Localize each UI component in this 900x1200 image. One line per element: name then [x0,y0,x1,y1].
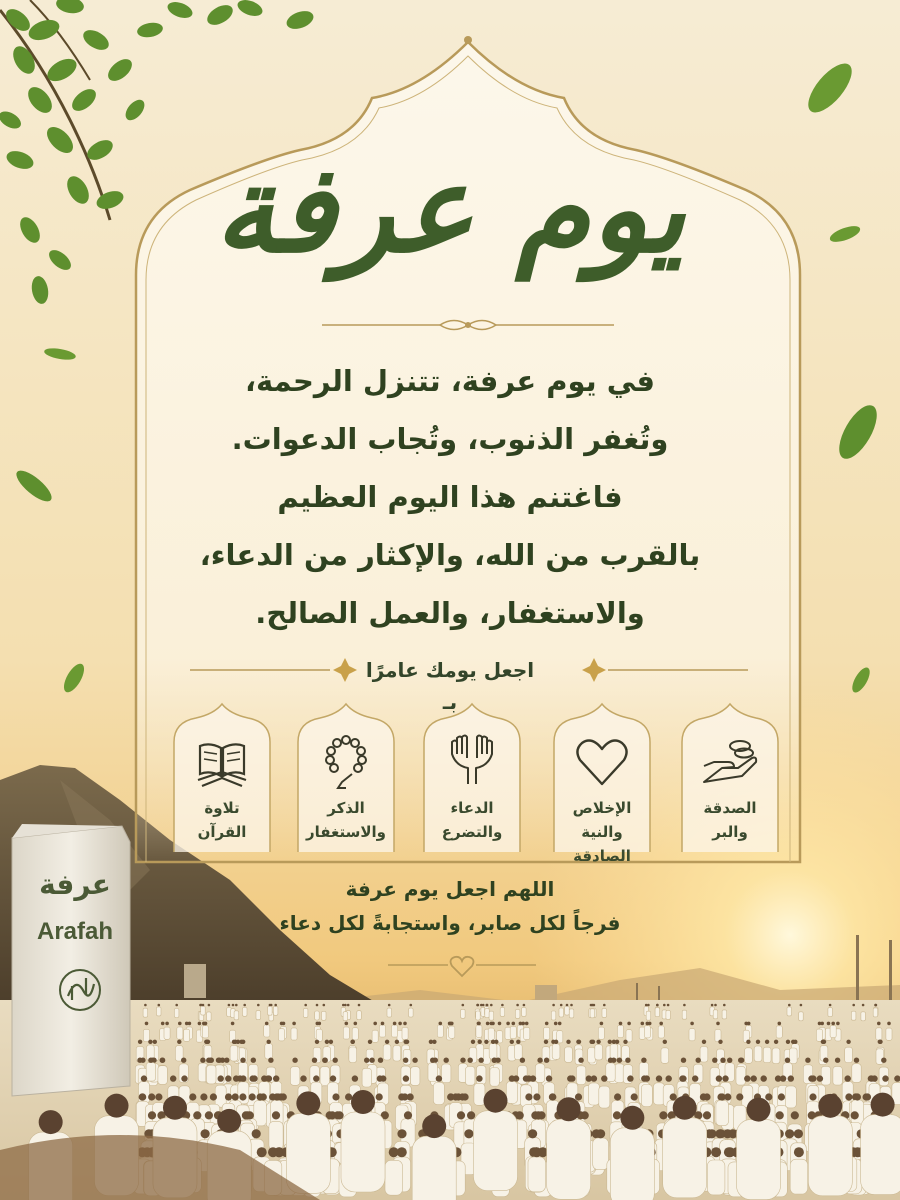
giving-hand-icon [700,732,760,792]
body-line: في يوم عرفة، تتنزل الرحمة، [244,364,656,398]
card-dua: الدعاء والتضرع [424,702,520,852]
body-line: بالقرب من الله، والإكثار من الدعاء، [199,538,701,572]
section-subhead: اجعل يومك عامرًا بـ [365,658,535,714]
page-title: يوم عرفة [214,139,686,280]
body-line: والاستغفار، والعمل الصالح. [255,596,645,630]
body-line: وتُغفر الذنوب، وتُجاب الدعوات. [231,422,669,456]
stele-arabic-label: عرفة [39,868,111,901]
prayer-line: اللهم اجعل يوم عرفة [345,877,555,901]
card-quran: تلاوة القرآن [174,702,270,852]
prayer-line: فرجاً لكل صابر، واستجابةً لكل دعاء [279,911,621,935]
card-sadaqa: الصدقة والبر [682,702,778,852]
body-line: فاغتنم هذا اليوم العظيم [277,480,623,514]
closing-prayer [250,872,650,940]
card-ikhlas: الإخلاص والنية الصادقة [554,702,650,852]
quran-icon [192,732,252,792]
body-paragraph [180,352,720,642]
heart-icon [572,732,632,792]
prayer-beads-icon [316,732,376,792]
card-dhikr: الذكر والاستغفار [298,702,394,852]
praying-hands-icon [442,732,502,792]
stele-english-label: Arafah [36,918,114,945]
